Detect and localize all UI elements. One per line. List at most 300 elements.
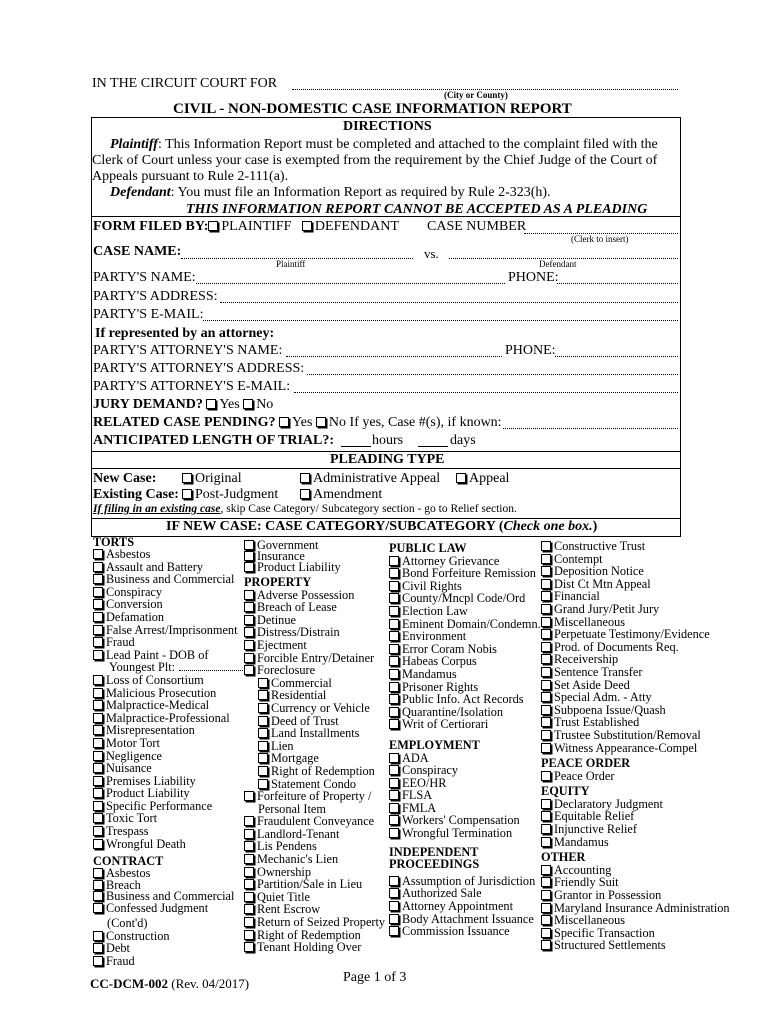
atty-address-field[interactable] — [307, 374, 678, 375]
equity-declaratory-judgment-checkbox[interactable] — [541, 799, 551, 809]
contract-heading: CONTRACT — [93, 854, 164, 869]
youngest-plt-field[interactable] — [179, 670, 249, 671]
torts-specific-performance-checkbox[interactable] — [93, 801, 103, 811]
public-law-bond-forfeiture-remission-checkbox[interactable] — [389, 568, 399, 578]
other-grantor-in-possession: Grantor in Possession — [541, 889, 730, 902]
related-no-checkbox[interactable] — [316, 417, 326, 427]
public-law-prisoner-rights-checkbox[interactable] — [389, 682, 399, 692]
independent-authorized-sale-checkbox[interactable] — [389, 888, 399, 898]
pleading-heading-rule — [91, 468, 680, 469]
other-miscellaneous: Miscellaneous — [541, 914, 730, 927]
related-yes-checkbox[interactable] — [279, 417, 289, 427]
misc-contempt: Contempt — [541, 553, 730, 566]
foreclosure-residential-checkbox[interactable] — [258, 690, 268, 700]
misc-dist-ct-mtn-appeal-checkbox[interactable] — [541, 579, 551, 589]
pleading-heading: PLEADING TYPE — [330, 452, 445, 467]
torts-assault-and-battery: Assault and Battery — [93, 561, 249, 574]
public-law-heading: PUBLIC LAW — [389, 541, 467, 555]
existing-case-note: If filing in an existing case, skip Case Category/ Subcategory section - go to Relief section. — [93, 503, 517, 515]
property-mechanic-s-lien: Mechanic's Lien — [244, 853, 385, 866]
torts-nuisance-checkbox[interactable] — [93, 763, 103, 773]
related-case-row: RELATED CASE PENDING? Yes No If yes, Case #(s), if known: — [93, 415, 502, 430]
public-law-eminent-domain-condemn-checkbox[interactable] — [389, 619, 399, 629]
contract-breach: Breach — [93, 880, 249, 892]
torts-fraud: Fraud — [93, 636, 249, 649]
misc-prod-of-documents-req: Prod. of Documents Req. — [541, 641, 730, 654]
torts-defamation-checkbox[interactable] — [93, 612, 103, 622]
property-detinue-checkbox[interactable] — [244, 615, 254, 625]
employment-conspiracy: Conspiracy — [389, 764, 541, 777]
foreclosure-mortgage: Mortgage — [258, 752, 385, 765]
equity-injunctive-relief: Injunctive Relief — [541, 823, 730, 836]
forfeiture-item: Forfeiture of Property / — [244, 790, 385, 803]
torts-misrepresentation-checkbox[interactable] — [93, 725, 103, 735]
plaintiff-hint: Plaintiff — [276, 259, 306, 269]
property-landlord-tenant: Landlord-Tenant — [244, 828, 385, 841]
property-ejectment-checkbox[interactable] — [244, 640, 254, 650]
atty-email-label: PARTY'S ATTORNEY'S E-MAIL: — [93, 379, 291, 394]
pleading-warning: THIS INFORMATION REPORT CANNOT BE ACCEPTED AS A PLEADING — [186, 202, 648, 217]
misc-perpetuate-testimony-evidence-checkbox[interactable] — [541, 629, 551, 639]
directions-plaintiff-line-1: Plaintiff: This Information Report must be completed and attached to the complaint filed with the — [110, 137, 658, 152]
torts-conspiracy: Conspiracy — [93, 586, 249, 599]
employment-workers-compensation-checkbox[interactable] — [389, 815, 399, 825]
peace-peace-order-checkbox[interactable] — [541, 771, 551, 781]
case-name-label: CASE NAME: — [93, 244, 182, 259]
misc-contempt-checkbox[interactable] — [541, 554, 551, 564]
torts-asbestos-checkbox[interactable] — [93, 549, 103, 559]
independent-heading-1: INDEPENDENT — [389, 844, 479, 859]
contract-debt-checkbox[interactable] — [93, 943, 103, 953]
contract-business-and-commercial-checkbox[interactable] — [93, 891, 103, 901]
atty-phone-field[interactable] — [555, 356, 678, 357]
property-lis-pendens: Lis Pendens — [244, 840, 385, 853]
foreclosure-lien: Lien — [258, 740, 385, 753]
misc-trustee-substitution-removal: Trustee Substitution/Removal — [541, 729, 730, 742]
torts-malicious-prosecution-checkbox[interactable] — [93, 688, 103, 698]
torts-loss-of-consortium: Loss of Consortium — [93, 674, 249, 687]
property-return-of-seized-property-checkbox[interactable] — [244, 917, 254, 927]
torts-product-liability-checkbox[interactable] — [93, 788, 103, 798]
atty-address-label: PARTY'S ATTORNEY'S ADDRESS: — [93, 361, 305, 376]
public-law-habeas-corpus-checkbox[interactable] — [389, 656, 399, 666]
directions-heading: DIRECTIONS — [343, 119, 432, 134]
contract-debt: Debt — [93, 942, 249, 955]
torts-negligence: Negligence — [93, 750, 249, 763]
foreclosure-lien-checkbox[interactable] — [258, 741, 268, 751]
independent-attorney-appointment-checkbox[interactable] — [389, 901, 399, 911]
misc-witness-appearance-compel-checkbox[interactable] — [541, 743, 551, 753]
form-filed-by-row: FORM FILED BY: PLAINTIFF DEFENDANT — [93, 219, 399, 234]
employment-wrongful-termination-checkbox[interactable] — [389, 828, 399, 838]
property-foreclosure: Foreclosure — [244, 664, 385, 677]
torts-lead-paint-dob-of-checkbox[interactable] — [93, 650, 103, 660]
equity-equitable-relief-checkbox[interactable] — [541, 811, 551, 821]
days-label: days — [450, 433, 476, 448]
torts-malpractice-medical-checkbox[interactable] — [93, 700, 103, 710]
property-detinue: Detinue — [244, 614, 385, 627]
if-represented-label: If represented by an attorney: — [95, 326, 275, 341]
torts-premises-liability-checkbox[interactable] — [93, 776, 103, 786]
other-maryland-insurance-administration-checkbox[interactable] — [541, 903, 551, 913]
torts-assault-and-battery-checkbox[interactable] — [93, 562, 103, 572]
property-distress-distrain: Distress/Distrain — [244, 626, 385, 639]
related-case-field[interactable] — [503, 428, 678, 429]
misc-receivership: Receivership — [541, 653, 730, 666]
property-rent-escrow-checkbox[interactable] — [244, 904, 254, 914]
foreclosure-mortgage-checkbox[interactable] — [258, 753, 268, 763]
party-phone-label: PHONE: — [508, 270, 559, 285]
public-law-civil-rights: Civil Rights — [389, 580, 541, 593]
employment-heading: EMPLOYMENT — [389, 737, 480, 752]
employment-workers-compensation: Workers' Compensation — [389, 814, 541, 827]
foreclosure-commercial: Commercial — [258, 677, 385, 690]
column-public-law — [389, 542, 541, 938]
public-law-county-mncpl-code-ord: County/Mncpl Code/Ord — [389, 592, 541, 605]
column-misc — [541, 540, 730, 952]
contract-confessed-judgment-checkbox[interactable] — [93, 903, 103, 913]
property-landlord-tenant-checkbox[interactable] — [244, 829, 254, 839]
other-miscellaneous-checkbox[interactable] — [541, 915, 551, 925]
other-accounting: Accounting — [541, 864, 730, 877]
public-law-election-law-checkbox[interactable] — [389, 606, 399, 616]
other-maryland-insurance-administration: Maryland Insurance Administration — [541, 902, 730, 915]
torts-heading: TORTS — [93, 535, 135, 549]
public-law-eminent-domain-condemn: Eminent Domain/Condemn. — [389, 618, 541, 631]
misc-sentence-transfer: Sentence Transfer — [541, 666, 730, 679]
misc-financial-checkbox[interactable] — [541, 591, 551, 601]
foreclosure-currency-or-vehicle-checkbox[interactable] — [258, 703, 268, 713]
property-foreclosure-checkbox[interactable] — [244, 665, 254, 675]
contract-confessed-judgment: Confessed Judgment — [93, 903, 249, 915]
misc-miscellaneous-checkbox[interactable] — [541, 617, 551, 627]
property-adverse-possession: Adverse Possession — [244, 589, 385, 602]
property-heading: PROPERTY — [244, 575, 312, 589]
misc-dist-ct-mtn-appeal: Dist Ct Mtn Appeal — [541, 578, 730, 591]
general-insurance-checkbox[interactable] — [244, 551, 254, 561]
public-law-public-info-act-records-checkbox[interactable] — [389, 694, 399, 704]
general-government-checkbox[interactable] — [244, 540, 254, 550]
contract-construction: Construction — [93, 930, 249, 943]
torts-nuisance: Nuisance — [93, 762, 249, 775]
torts-defamation: Defamation — [93, 611, 249, 624]
forfeiture-item-cont: Personal Item — [258, 801, 326, 816]
contract-breach-checkbox[interactable] — [93, 880, 103, 890]
party-email-field[interactable] — [203, 320, 678, 321]
misc-trust-established-checkbox[interactable] — [541, 717, 551, 727]
employment-fmla-checkbox[interactable] — [389, 803, 399, 813]
foreclosure-residential: Residential — [258, 689, 385, 702]
public-law-environment-checkbox[interactable] — [389, 631, 399, 641]
public-law-environment: Environment — [389, 630, 541, 643]
torts-product-liability: Product Liability — [93, 787, 249, 800]
public-law-attorney-grievance: Attorney Grievance — [389, 555, 541, 568]
independent-body-attachment-issuance-checkbox[interactable] — [389, 914, 399, 924]
public-law-error-coram-nobis-checkbox[interactable] — [389, 644, 399, 654]
misc-miscellaneous: Miscellaneous — [541, 616, 730, 629]
misc-grand-jury-petit-jury: Grand Jury/Petit Jury — [541, 603, 730, 616]
foreclosure-land-installments: Land Installments — [258, 727, 385, 740]
torts-conversion: Conversion — [93, 598, 249, 611]
employment-conspiracy-checkbox[interactable] — [389, 765, 399, 775]
property-forcible-entry-detainer: Forcible Entry/Detainer — [244, 652, 385, 665]
misc-witness-appearance-compel: Witness Appearance-Compel — [541, 742, 730, 755]
torts-false-arrest-imprisonment-checkbox[interactable] — [93, 625, 103, 635]
directions-plaintiff-line-2: Clerk of Court unless your case is exempted from the requirement by the Chief Judge of the Court of — [92, 153, 658, 168]
misc-receivership-checkbox[interactable] — [541, 654, 551, 664]
party-address-field[interactable] — [220, 302, 678, 303]
contract-business-and-commercial: Business and Commercial — [93, 891, 249, 903]
misc-financial: Financial — [541, 590, 730, 603]
youngest-plt-row: Youngest Plt: — [93, 661, 249, 674]
admin-appeal-option: Administrative Appeal — [300, 471, 440, 487]
misc-constructive-trust-checkbox[interactable] — [541, 541, 551, 551]
general-product-liability-checkbox[interactable] — [244, 562, 254, 572]
atty-email-field[interactable] — [294, 392, 678, 393]
misc-deposition-notice-checkbox[interactable] — [541, 566, 551, 576]
misc-special-adm-atty: Special Adm. - Atty — [541, 691, 730, 704]
contract-fraud-checkbox[interactable] — [93, 956, 103, 966]
appeal-checkbox[interactable] — [456, 473, 466, 483]
other-specific-transaction: Specific Transaction — [541, 927, 730, 940]
employment-flsa-checkbox[interactable] — [389, 790, 399, 800]
jury-no-checkbox[interactable] — [243, 399, 253, 409]
public-law-quarantine-isolation-checkbox[interactable] — [389, 707, 399, 717]
misc-trust-established: Trust Established — [541, 716, 730, 729]
column-torts-contract — [93, 537, 249, 967]
equity-heading: EQUITY — [541, 784, 590, 799]
post-judgment-checkbox[interactable] — [182, 489, 192, 499]
employment-ada-checkbox[interactable] — [389, 753, 399, 763]
employment-flsa: FLSA — [389, 789, 541, 802]
misc-set-aside-deed-checkbox[interactable] — [541, 680, 551, 690]
foreclosure-deed-of-trust: Deed of Trust — [258, 715, 385, 728]
equity-mandamus-checkbox[interactable] — [541, 837, 551, 847]
property-ejectment: Ejectment — [244, 639, 385, 652]
public-law-writ-of-certiorari-checkbox[interactable] — [389, 719, 399, 729]
case-number-hint: (Clerk to insert) — [571, 234, 629, 244]
misc-constructive-trust: Constructive Trust — [541, 540, 730, 553]
property-ownership: Ownership — [244, 866, 385, 879]
other-grantor-in-possession-checkbox[interactable] — [541, 890, 551, 900]
torts-asbestos: Asbestos — [93, 548, 249, 561]
independent-body-attachment-issuance: Body Attachment Issuance — [389, 913, 541, 926]
torts-business-and-commercial-checkbox[interactable] — [93, 574, 103, 584]
torts-business-and-commercial: Business and Commercial — [93, 573, 249, 586]
form-title: CIVIL - NON-DOMESTIC CASE INFORMATION REPORT — [173, 101, 572, 117]
misc-subpoena-issue-quash: Subpoena Issue/Quash — [541, 704, 730, 717]
misc-prod-of-documents-req-checkbox[interactable] — [541, 642, 551, 652]
public-law-civil-rights-checkbox[interactable] — [389, 581, 399, 591]
torts-lead-paint-dob-of: Lead Paint - DOB of — [93, 649, 249, 662]
foreclosure-deed-of-trust-checkbox[interactable] — [258, 716, 268, 726]
anticipated-length-label: ANTICIPATED LENGTH OF TRIAL?: — [93, 433, 335, 448]
torts-loss-of-consortium-checkbox[interactable] — [93, 675, 103, 685]
property-partition-sale-in-lieu: Partition/Sale in Lieu — [244, 878, 385, 891]
property-right-of-redemption: Right of Redemption — [244, 929, 385, 942]
public-law-attorney-grievance-checkbox[interactable] — [389, 556, 399, 566]
property-mechanic-s-lien-checkbox[interactable] — [244, 854, 254, 864]
general-government: Government — [244, 540, 385, 551]
public-law-writ-of-certiorari: Writ of Certiorari — [389, 718, 541, 731]
torts-wrongful-death: Wrongful Death — [93, 838, 249, 851]
defendant-hint: Defendant — [539, 259, 577, 269]
torts-negligence-checkbox[interactable] — [93, 751, 103, 761]
foreclosure-statement-condo-checkbox[interactable] — [258, 779, 268, 789]
existing-case-row: Existing Case: — [93, 487, 179, 502]
property-tenant-holding-over: Tenant Holding Over — [244, 941, 385, 954]
property-ownership-checkbox[interactable] — [244, 867, 254, 877]
new-case-row: New Case: — [93, 471, 157, 486]
torts-toxic-tort: Toxic Tort — [93, 812, 249, 825]
torts-motor-tort-checkbox[interactable] — [93, 738, 103, 748]
torts-conspiracy-checkbox[interactable] — [93, 587, 103, 597]
other-heading: OTHER — [541, 850, 586, 865]
amendment-checkbox[interactable] — [300, 489, 310, 499]
torts-trespass: Trespass — [93, 825, 249, 838]
misc-special-adm-atty-checkbox[interactable] — [541, 692, 551, 702]
torts-fraud-checkbox[interactable] — [93, 637, 103, 647]
contract-asbestos: Asbestos — [93, 868, 249, 880]
atty-name-field[interactable] — [286, 356, 502, 357]
equity-equitable-relief: Equitable Relief — [541, 810, 730, 823]
property-rent-escrow: Rent Escrow — [244, 903, 385, 916]
atty-phone-label: PHONE: — [505, 343, 556, 358]
column-property — [244, 540, 385, 954]
property-right-of-redemption-checkbox[interactable] — [244, 930, 254, 940]
contract-asbestos-checkbox[interactable] — [93, 868, 103, 878]
party-phone-field[interactable] — [557, 283, 678, 284]
employment-wrongful-termination: Wrongful Termination — [389, 827, 541, 840]
directions-defendant-line: Defendant: You must file an Information Report as required by Rule 2-323(h). — [110, 185, 551, 200]
property-forcible-entry-detainer-checkbox[interactable] — [244, 653, 254, 663]
party-address-label: PARTY'S ADDRESS: — [93, 289, 218, 304]
original-checkbox[interactable] — [182, 473, 192, 483]
property-fraudulent-conveyance: Fraudulent Conveyance — [244, 815, 385, 828]
hours-field[interactable] — [341, 446, 371, 447]
foreclosure-right-of-redemption-checkbox[interactable] — [258, 766, 268, 776]
public-law-county-mncpl-code-ord-checkbox[interactable] — [389, 593, 399, 603]
property-return-of-seized-property: Return of Seized Property — [244, 916, 385, 929]
case-number-label: CASE NUMBER — [427, 219, 527, 234]
peace-order-heading: PEACE ORDER — [541, 756, 631, 771]
property-fraudulent-conveyance-checkbox[interactable] — [244, 816, 254, 826]
independent-assumption-of-jurisdiction: Assumption of Jurisdiction — [389, 875, 541, 888]
torts-malpractice-professional: Malpractice-Professional — [93, 712, 249, 725]
property-breach-of-lease: Breach of Lease — [244, 601, 385, 614]
defendant-checkbox[interactable] — [302, 221, 312, 231]
equity-declaratory-judgment: Declaratory Judgment — [541, 798, 730, 811]
hours-label: hours — [372, 433, 404, 448]
employment-eeo-hr-checkbox[interactable] — [389, 778, 399, 788]
court-hint: (City or County) — [444, 90, 508, 100]
foreclosure-land-installments-checkbox[interactable] — [258, 728, 268, 738]
employment-ada: ADA — [389, 752, 541, 765]
other-specific-transaction-checkbox[interactable] — [541, 928, 551, 938]
torts-malpractice-professional-checkbox[interactable] — [93, 713, 103, 723]
public-law-prisoner-rights: Prisoner Rights — [389, 681, 541, 694]
independent-attorney-appointment: Attorney Appointment — [389, 900, 541, 913]
equity-mandamus: Mandamus — [541, 836, 730, 849]
other-friendly-suit: Friendly Suit — [541, 876, 730, 889]
foreclosure-currency-or-vehicle: Currency or Vehicle — [258, 702, 385, 715]
admin-appeal-checkbox[interactable] — [300, 473, 310, 483]
foreclosure-statement-condo: Statement Condo — [258, 778, 385, 791]
independent-commission-issuance: Commission Issuance — [389, 925, 541, 938]
torts-misrepresentation: Misrepresentation — [93, 724, 249, 737]
property-lis-pendens-checkbox[interactable] — [244, 841, 254, 851]
public-law-habeas-corpus: Habeas Corpus — [389, 655, 541, 668]
post-judgment-option: Post-Judgment — [182, 487, 278, 503]
general-insurance: Insurance — [244, 551, 385, 562]
misc-perpetuate-testimony-evidence: Perpetuate Testimony/Evidence — [541, 628, 730, 641]
torts-toxic-tort-checkbox[interactable] — [93, 813, 103, 823]
other-accounting-checkbox[interactable] — [541, 865, 551, 875]
torts-premises-liability: Premises Liability — [93, 775, 249, 788]
foreclosure-right-of-redemption: Right of Redemption — [258, 765, 385, 778]
party-name-field[interactable] — [196, 283, 505, 284]
property-quiet-title: Quiet Title — [244, 891, 385, 904]
general-product-liability: Product Liability — [244, 562, 385, 573]
torts-motor-tort: Motor Tort — [93, 737, 249, 750]
public-law-mandamus-checkbox[interactable] — [389, 669, 399, 679]
property-adverse-possession-checkbox[interactable] — [244, 590, 254, 600]
appeal-option: Appeal — [456, 471, 509, 487]
public-law-public-info-act-records: Public Info. Act Records — [389, 693, 541, 706]
property-distress-distrain-checkbox[interactable] — [244, 627, 254, 637]
property-breach-of-lease-checkbox[interactable] — [244, 602, 254, 612]
court-prefix: IN THE CIRCUIT COURT FOR — [92, 76, 278, 91]
contd-label: (Cont'd) — [107, 916, 148, 931]
property-tenant-holding-over-checkbox[interactable] — [244, 942, 254, 952]
amendment-option: Amendment — [300, 487, 382, 503]
other-structured-settlements: Structured Settlements — [541, 939, 730, 952]
days-field[interactable] — [418, 446, 448, 447]
foreclosure-commercial-checkbox[interactable] — [258, 678, 268, 688]
jury-demand-row: JURY DEMAND? Yes No — [93, 397, 274, 412]
jury-yes-checkbox[interactable] — [206, 399, 216, 409]
property-partition-sale-in-lieu-checkbox[interactable] — [244, 879, 254, 889]
misc-grand-jury-petit-jury-checkbox[interactable] — [541, 604, 551, 614]
equity-injunctive-relief-checkbox[interactable] — [541, 824, 551, 834]
independent-commission-issuance-checkbox[interactable] — [389, 926, 399, 936]
public-law-mandamus: Mandamus — [389, 668, 541, 681]
public-law-error-coram-nobis: Error Coram Nobis — [389, 643, 541, 656]
other-friendly-suit-checkbox[interactable] — [541, 877, 551, 887]
misc-sentence-transfer-checkbox[interactable] — [541, 667, 551, 677]
other-structured-settlements-checkbox[interactable] — [541, 940, 551, 950]
vs-label: vs. — [424, 246, 439, 261]
misc-subpoena-issue-quash-checkbox[interactable] — [541, 705, 551, 715]
directions-plaintiff-line-3: Appeals pursuant to Rule 2-111(a). — [92, 169, 289, 184]
misc-trustee-substitution-removal-checkbox[interactable] — [541, 730, 551, 740]
party-email-label: PARTY'S E-MAIL: — [93, 307, 204, 322]
plaintiff-checkbox[interactable] — [208, 221, 218, 231]
category-heading: IF NEW CASE: CASE CATEGORY/SUBCATEGORY (Check one box.) — [166, 519, 598, 534]
peace-peace-order: Peace Order — [541, 770, 730, 783]
torts-specific-performance: Specific Performance — [93, 800, 249, 813]
torts-trespass-checkbox[interactable] — [93, 826, 103, 836]
footer-page-number: Page 1 of 3 — [343, 970, 407, 985]
torts-wrongful-death-checkbox[interactable] — [93, 839, 103, 849]
forfeiture-checkbox[interactable] — [244, 791, 254, 801]
torts-conversion-checkbox[interactable] — [93, 599, 103, 609]
misc-deposition-notice: Deposition Notice — [541, 565, 730, 578]
independent-assumption-of-jurisdiction-checkbox[interactable] — [389, 876, 399, 886]
property-quiet-title-checkbox[interactable] — [244, 892, 254, 902]
public-law-quarantine-isolation: Quarantine/Isolation — [389, 706, 541, 719]
contract-construction-checkbox[interactable] — [93, 931, 103, 941]
